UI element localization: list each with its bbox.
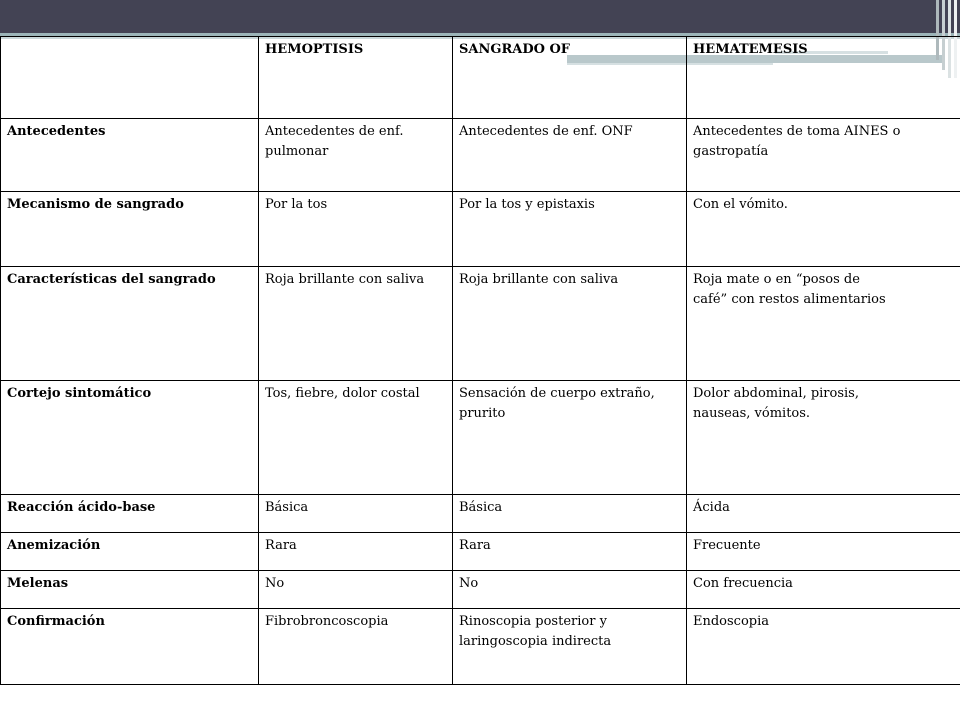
cell-hematemesis: Ácida [687, 495, 960, 533]
table-row-confirmacion [1, 609, 960, 685]
table-header-row [1, 37, 960, 119]
cell-hemoptisis: Por la tos [259, 192, 453, 267]
header-hemoptisis: HEMOPTISIS [259, 37, 453, 119]
comparison-table [0, 36, 960, 685]
row-label: Cortejo sintomático [1, 381, 259, 495]
cell-hemoptisis: Fibrobroncoscopia [259, 609, 453, 685]
table-row-antecedentes [1, 119, 960, 192]
row-label: Reacción ácido-base [1, 495, 259, 533]
cell-line: prurito [459, 406, 506, 421]
row-label: Características del sangrado [1, 267, 259, 381]
cell-sangrado-of: No [453, 571, 687, 609]
cell-hematemesis: Con el vómito. [687, 192, 960, 267]
row-label: Confirmación [1, 609, 259, 685]
cell-line: café” con restos alimentarios [693, 292, 886, 307]
slide-top-bar [0, 0, 960, 33]
cell-hemoptisis: Antecedentes de enf. pulmonar [259, 119, 453, 192]
cell-hemoptisis: Rara [259, 533, 453, 571]
row-label: Anemización [1, 533, 259, 571]
table-row-melenas [1, 571, 960, 609]
row-label: Melenas [1, 571, 259, 609]
cell-sangrado-of [453, 381, 687, 495]
cell-line: Roja mate o en “posos de [693, 272, 860, 287]
table-row-cortejo [1, 381, 960, 495]
cell-line: laringoscopia indirecta [459, 634, 612, 649]
cell-hematemesis: Con frecuencia [687, 571, 960, 609]
header-sangrado-of: SANGRADO OF [453, 37, 687, 119]
cell-sangrado-of [453, 609, 687, 685]
cell-line: nauseas, vómitos. [693, 406, 811, 421]
cell-sangrado-of: Roja brillante con saliva [453, 267, 687, 381]
header-hematemesis: HEMATEMESIS [687, 37, 960, 119]
table-row-reaccion [1, 495, 960, 533]
header-empty-cell [1, 37, 259, 119]
row-label: Mecanismo de sangrado [1, 192, 259, 267]
cell-hemoptisis: Roja brillante con saliva [259, 267, 453, 381]
cell-sangrado-of: Rara [453, 533, 687, 571]
table-row-caracteristicas [1, 267, 960, 381]
cell-line: Rinoscopia posterior y [459, 614, 607, 629]
cell-sangrado-of: Antecedentes de enf. ONF [453, 119, 687, 192]
table-row-mecanismo [1, 192, 960, 267]
cell-hematemesis: Endoscopia [687, 609, 960, 685]
cell-hematemesis: Frecuente [687, 533, 960, 571]
cell-line: Dolor abdominal, pirosis, [693, 386, 859, 401]
cell-hematemesis [687, 381, 960, 495]
cell-sangrado-of: Básica [453, 495, 687, 533]
cell-hematemesis: Antecedentes de toma AINES o gastropatía [687, 119, 960, 192]
cell-hemoptisis: Tos, fiebre, dolor costal [259, 381, 453, 495]
cell-hematemesis [687, 267, 960, 381]
row-label: Antecedentes [1, 119, 259, 192]
cell-hemoptisis: Básica [259, 495, 453, 533]
table-row-anemizacion [1, 533, 960, 571]
cell-line: Sensación de cuerpo extraño, [459, 386, 655, 401]
cell-sangrado-of: Por la tos y epistaxis [453, 192, 687, 267]
cell-hemoptisis: No [259, 571, 453, 609]
